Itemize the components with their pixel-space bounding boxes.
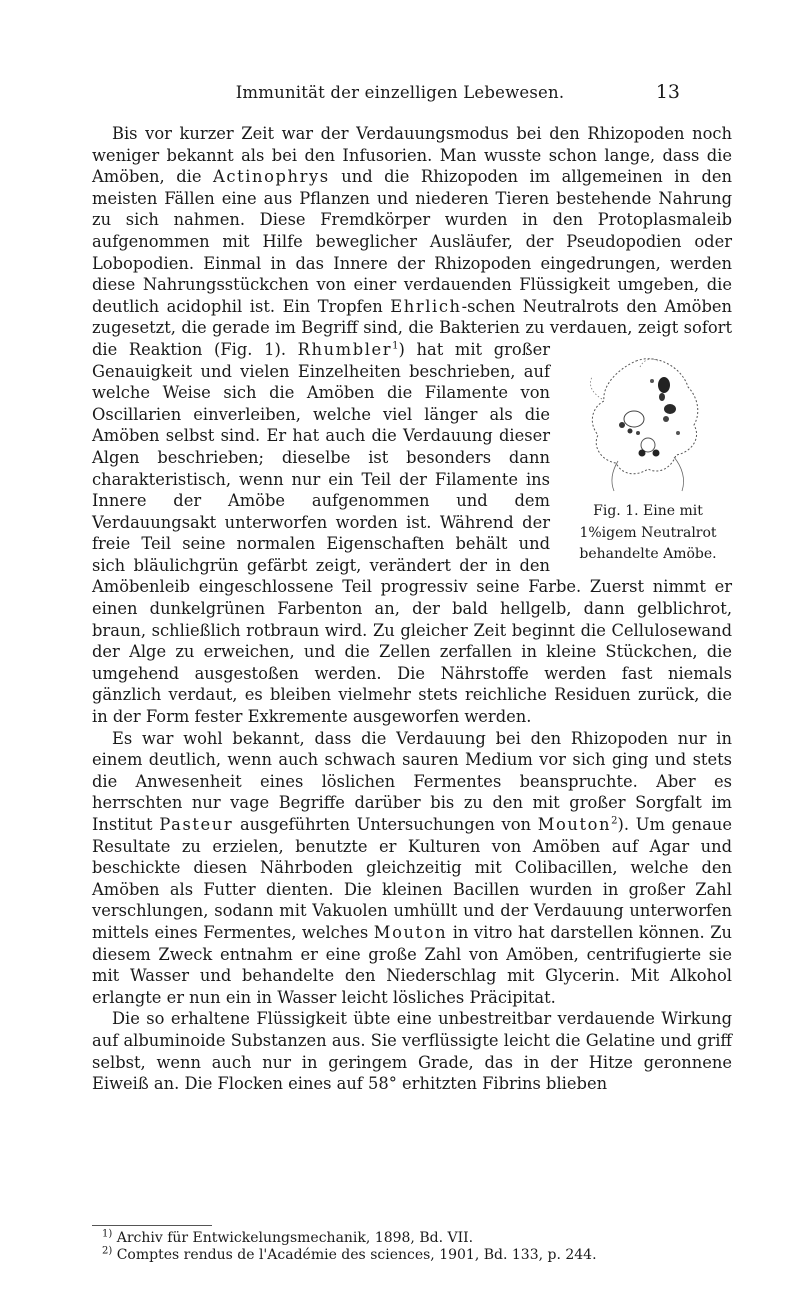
text-run: Bis vor kurzer Zeit war der Verdauungsmodus bei den Rhizopoden noch weniger bekannt als bei den Infusorien. Man wusste schon lange, dass die Amöben, die [92,124,732,187]
footnote-ref: 1 [392,340,399,352]
institute-name: Pasteur [159,815,234,834]
text-run: Es war wohl bekannt, dass die Verdauung bei den Rhizopoden nur in einem deutlich, wenn auch schwach sauren Medium vor sich ging und stets die Anwesenheit eines löslichen Fermentes beanspruchte. Aber es herrschten nur vage Begriffe darüber bis zu den mit großer Sorgfalt im Institut [92,728,732,834]
page-header [0,83,800,107]
paragraph-2 [92,728,732,1009]
text-run: ) hat mit großer Genauigkeit und vielen Einzelheiten beschrieben, auf welche Weise sich die Amöben die Filamente von Oscillarien einverleiben, welche viel länger als die Amöben selbst sind. Er hat auch die Verdauung dieser Algen beschrieben; dieselbe ist besonders dann charakteristisch, wenn nur ein Teil der Filamente ins Innere der Amöbe aufgenommen und dem Verdauungsakt unterworfen worden ist. Während der freie Teil seine normalen Eigenschaften behält und sich bläulichgrün gefärbt zeigt, verändert der in den Amöbenleib eingeschlossene Teil progressiv seine Farbe. Zuerst nimmt er einen dunkelgrünen Farbenton an, der bald hellgelb, dann gelblichrot, braun, schließlich rotbraun wird. Zu gleicher Zeit beginnt die Cellulosewand der Alge zu erweichen, und die Zellen zerfallen in kleine Stückchen, die umgehend ausgestoßen werden. Die Nährstoffe werden fast niemals gänzlich verdaut, es bleiben vielmehr stets reichliche Residuen zurück, die in der Form fester Exkremente ausgeworfen werden. [92,339,732,727]
author-name: Mouton [373,922,448,942]
footnote-mark: 1) [102,1228,113,1240]
footnote-text: Comptes rendus de l'Académie des sciences, 1901, Bd. 133, p. 244. [116,1247,597,1263]
text-run: schen Neutralrots den Amöben zugesetzt, die gerade im Begriff sind, die Bakterien zu verdauen, zeigt sofort die Reaktion (Fig. 1). [92,296,733,359]
text-run: ). Um genaue Resultate zu erzielen, benutzte er Kulturen von Amöben auf Agar und beschickte diesen Nährboden gleichzeitig mit Colibacillen, welche den Amöben als Futter dienten. Die kleinen Bacillen wurden in großer Zahl verschlungen, sodann mit Vakuolen umhüllt und der Verdauung unterworfen mittels eines Fermentes, welches [92,815,732,942]
text-run: ausgeführten Untersuchungen von [233,815,538,834]
footnotes [102,1230,732,1264]
page-number: 13 [655,81,680,103]
author-name: Rhumbler [297,339,393,359]
footnote-text: Archiv für Entwickelungsmechanik, 1898, Bd. VII. [116,1230,474,1246]
footnote-1 [102,1230,732,1247]
footnote-2 [102,1247,732,1264]
text-run: und die Rhizopoden im allgemeinen in den meisten Fällen eine aus Pflanzen und niederen Tieren bestehende Nahrung zu sich nahmen. Diese Fremdkörper wurden in den Protoplasmaleib aufgenommen mit Hilfe beweglicher Ausläufer, der Pseudopodien oder Lobopodien. Einmal in das Innere der Rhizopoden eingedrungen, werden diese Nahrungsstückchen von einer verdauenden Flüssigkeit umgeben, die deutlich acidophil ist. Ein Tropfen [92,167,732,316]
author-name: Mouton [537,815,612,834]
body-text [92,123,732,1095]
paragraph-3: Die so erhaltene Flüssigkeit übte eine unbestreitbar verdauende Wirkung auf albuminoide Substanzen aus. Sie verflüssigte leicht die Gelatine und griff selbst, wenn auch nur in geringem Grade, das in der Hitze geronnene Eiweiß an. Die Flocken eines auf 58° erhitzten Fibrins blieben [92,1009,732,1094]
footnote-ref: 2 [611,815,618,827]
amoeba-illustration [578,349,718,499]
author-name: Ehrlich [390,296,462,316]
figure-1 [564,349,732,564]
footnote-rule [92,1225,212,1226]
paragraph-1: Bis vor kurzer Zeit war der Verdauungsmodus bei den Rhizopoden noch weniger bekannt als bei den Infusorien. Man wusste schon lange, dass die Amöben, die Actinophrys und die Rhizopoden im allgemeinen in den meisten Fällen eine aus Pflanzen und niederen Tieren bestehende Nahrung zu sich nahmen. Diese Fremdkörper wurden in den Protoplasmaleib aufgenommen mit Hilfe beweglicher Ausläufer, der Pseudopodien oder Lobopodien. Einmal in das Innere der Rhizopoden eingedrungen, werden diese Nahrungsstückchen von einer verdauenden Flüssigkeit umgeben, die deutlich acidophil ist. Ein Tropfen Ehrlich-schen Neutralrots den Amöben zugesetzt, die gerade im Begriff sind, die Bakterien zu verdauen, zeigt sofort die Reaktion (Fig. 1). Fig. 1. Eine mit 1%igem Neutralrot behandelte Amöbe. Rhumbler$^1$) hat mit großer Genauigkeit und vielen Einzelheiten beschrieben, auf welche Weise sich die Amöben die Filamente von Oscillarien einverleiben, welche viel länger als die Amöben selbst sind. Er hat auch die Verdauung dieser Algen beschrieben; dieselbe ist besonders dann charakteristisch, wenn nur ein Teil der Filamente ins Innere der Amöbe aufgenommen und dem Verdauungsakt unterworfen worden ist. Während der freie Teil seine normalen Eigenschaften behält und sich bläulichgrün gefärbt zeigt, verändert der in den Amöbenleib eingeschlossene Teil progressiv seine Farbe. Zuerst nimmt er einen dunkelgrünen Farbenton an, der bald hellgelb, dann gelblichrot, braun, schließlich rotbraun wird. Zu gleicher Zeit beginnt die Cellulosewand der Alge zu erweichen, und die Zellen zerfallen in kleine Stückchen, die umgehend ausgestoßen werden. Die Nährstoffe werden fast niemals gänzlich verdaut, es bleiben vielmehr stets reichliche Residuen zurück, die in der Form fester Exkremente ausgeworfen werden. [92,124,733,727]
footnote-mark: 2) [102,1245,113,1257]
text-run: in vitro hat darstellen können. Zu diesem Zweck entnahm er eine große Zahl von Amöben, centrifugierte sie mit Wasser und behandelte den Niederschlag mit Glycerin. Mit Alkohol erlangte er nun ein in Wasser leicht lösliches Präcipitat. [92,922,732,1007]
running-head: Immunität der einzelligen Lebewesen. [235,83,565,102]
genus-name: Actinophrys [213,167,330,187]
figure-caption: Fig. 1. Eine mit 1%igem Neutralrot behandelte Amöbe. [579,502,717,563]
